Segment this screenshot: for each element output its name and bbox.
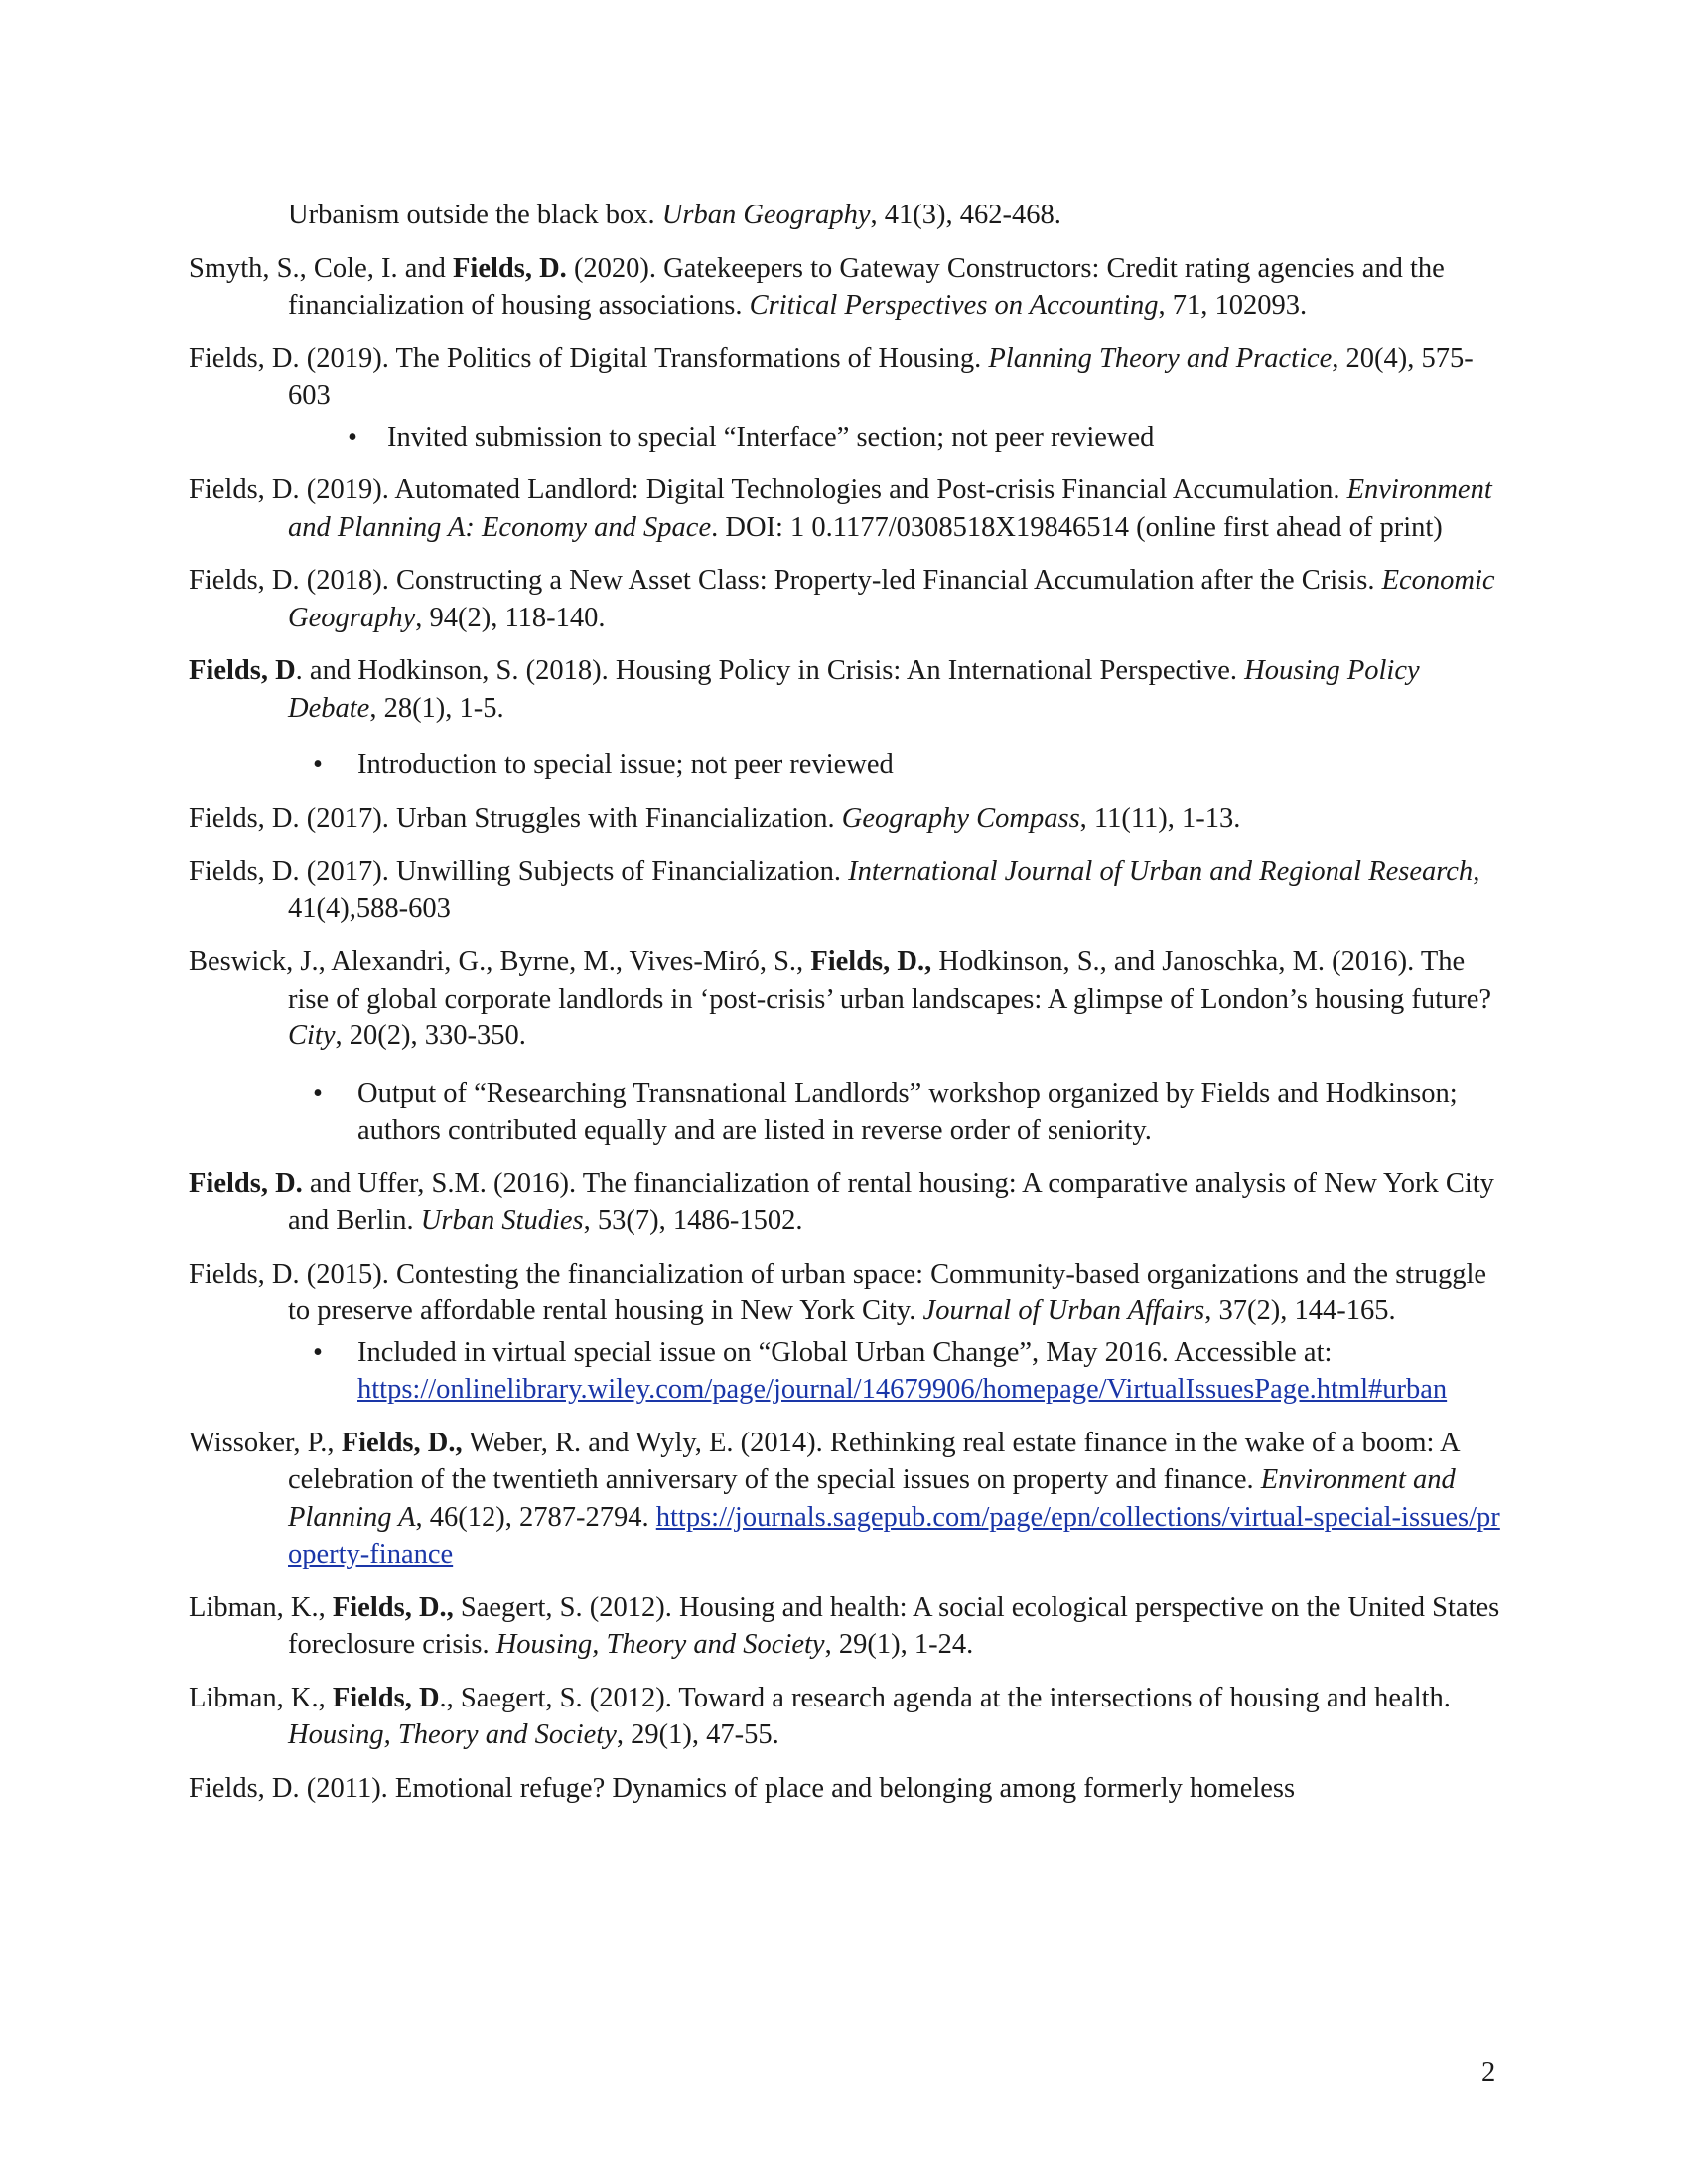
reference-entry <box>189 250 1509 325</box>
journal-title: Housing Policy Debate <box>288 655 1420 724</box>
reference-entry <box>189 1256 1509 1330</box>
highlighted-author: Fields, D <box>189 655 296 686</box>
reference-note: • Introduction to special issue; not peer reviewed <box>189 747 1509 784</box>
reference-entry <box>189 562 1509 636</box>
reference-text: Fields, D. (2018). Constructing a New Asset Class: Property-led Financial Accumulation after the Crisis. <box>189 565 1382 596</box>
reference-text: , 41(4),588-603 <box>288 856 1480 924</box>
highlighted-author: Fields, D. <box>453 252 567 284</box>
reference-list <box>189 197 1509 1823</box>
journal-title: Critical Perspectives on Accounting <box>749 290 1159 321</box>
reference-text: (2020). Gatekeepers to Gateway Constructors: Credit rating agencies and the financialization of housing associations. <box>288 252 1445 321</box>
highlighted-author: Fields, D., <box>332 1591 454 1623</box>
reference-text: , 28(1), 1-5. <box>369 692 504 724</box>
reference-entry <box>189 197 1509 234</box>
reference-note: • Invited submission to special “Interface” section; not peer reviewed <box>189 419 1509 457</box>
highlighted-author: Fields, D <box>332 1682 440 1713</box>
journal-title: International Journal of Urban and Regional Research <box>848 856 1474 887</box>
journal-title: City <box>288 1021 336 1051</box>
reference-text: and Uffer, S.M. (2016). The financialization of rental housing: A comparative analysis of New York City and Berlin. <box>288 1167 1494 1236</box>
reference-text: Fields, D. (2019). The Politics of Digital Transformations of Housing. <box>189 342 989 374</box>
reference-text: Fields, D. (2017). Unwilling Subjects of Financialization. <box>189 856 849 887</box>
reference-text: , 41(3), 462-468. <box>870 200 1061 230</box>
reference-entry <box>189 1589 1509 1664</box>
journal-title: Urban Studies <box>420 1205 584 1236</box>
reference-text: , 11(11), 1-13. <box>1079 802 1241 834</box>
reference-text: Beswick, J., Alexandri, G., Byrne, M., Vives-Miró, S., <box>189 946 811 977</box>
page-number: 2 <box>1481 2057 1496 2088</box>
reference-text: Wissoker, P., <box>189 1427 342 1458</box>
reference-note-text: Included in virtual special issue on “Global Urban Change”, May 2016. Accessible at: <box>357 1336 1333 1368</box>
journal-title: Geography Compass <box>841 802 1080 834</box>
reference-entry <box>189 1165 1509 1240</box>
reference-text: Weber, R. and Wyly, E. (2014). Rethinking real estate finance in the wake of a boom: A celebration of the twentieth anniversary of the special issues on property and finance. <box>288 1427 1460 1495</box>
reference-text: ., Saegert, S. (2012). Toward a research agenda at the intersections of housing and health. <box>439 1682 1451 1713</box>
reference-note: • Output of “Researching Transnational Landlords” workshop organized by Fields and Hodkinson; authors contributed equally and are listed in reverse order of seniority. <box>189 1075 1509 1150</box>
virtual-issue-link[interactable]: https://onlinelibrary.wiley.com/page/journal/14679906/homepage/VirtualIssuesPage.html#urban <box>357 1374 1448 1405</box>
journal-title: Planning Theory and Practice <box>988 342 1333 374</box>
highlighted-author: Fields, D., <box>341 1427 463 1458</box>
reference-text: Libman, K., <box>189 1682 333 1713</box>
reference-text: , 20(4), 575-603 <box>288 342 1474 411</box>
reference-note <box>189 1334 1509 1409</box>
reference-entry <box>189 341 1509 415</box>
reference-text: Hodkinson, S., and Janoschka, M. (2016). The rise of global corporate landlords in ‘post-crisis’ urban landscapes: A glimpse of London’s housing future? <box>288 946 1492 1015</box>
reference-text: Smyth, S., Cole, I. and <box>189 252 454 284</box>
reference-text: . DOI: 1 0.1177/0308518X19846514 (online first ahead of print) <box>711 511 1443 543</box>
reference-text: Fields, D. (2011). Emotional refuge? Dynamics of place and belonging among formerly homeless <box>189 1772 1296 1804</box>
reference-text: Libman, K., <box>189 1591 333 1623</box>
reference-note-list <box>189 747 1509 784</box>
reference-text: Saegert, S. (2012). Housing and health: A social ecological perspective on the United States foreclosure crisis. <box>288 1591 1500 1660</box>
reference-entry <box>189 652 1509 727</box>
reference-entry <box>189 472 1509 546</box>
reference-text: , 46(12), 2787-2794. <box>415 1501 649 1533</box>
journal-title: Housing, Theory and Society <box>495 1629 825 1660</box>
reference-entry <box>189 943 1509 1055</box>
journal-title: Environment and Planning A: Economy and Space <box>288 475 1492 543</box>
collection-link[interactable]: https://journals.sagepub.com/page/epn/collections/virtual-special-issues/property-finance <box>288 1501 1500 1570</box>
reference-entry <box>189 853 1509 927</box>
reference-text: , 94(2), 118-140. <box>415 602 606 633</box>
reference-entry <box>189 1770 1509 1808</box>
reference-text: , 53(7), 1486-1502. <box>583 1205 803 1236</box>
reference-text: Fields, D. (2015). Contesting the financialization of urban space: Community-based organizations and the struggle to preserve affordable rental housing in New York City. <box>189 1258 1487 1326</box>
journal-title: Housing, Theory and Society <box>288 1719 617 1750</box>
highlighted-author: Fields, D., <box>810 946 932 977</box>
reference-note-list <box>189 1334 1509 1409</box>
highlighted-author: Fields, D. <box>189 1167 303 1199</box>
reference-text: Fields, D. (2017). Urban Struggles with Financialization. <box>189 802 842 834</box>
reference-text: , 20(2), 330-350. <box>335 1021 526 1051</box>
journal-title: Economic Geography <box>288 565 1495 633</box>
reference-text: Fields, D. (2019). Automated Landlord: Digital Technologies and Post-crisis Financial Accumulation. <box>189 475 1347 505</box>
journal-title: Urban Geography <box>661 200 871 230</box>
reference-text: , 29(1), 1-24. <box>824 1629 974 1660</box>
reference-text: . and Hodkinson, S. (2018). Housing Policy in Crisis: An International Perspective. <box>295 655 1245 686</box>
reference-text: , 71, 102093. <box>1158 290 1308 321</box>
reference-text: Urbanism outside the black box. <box>288 200 662 230</box>
reference-note-list <box>189 419 1509 457</box>
reference-entry <box>189 1425 1509 1573</box>
reference-text: , 37(2), 144-165. <box>1204 1296 1396 1326</box>
reference-entry <box>189 1680 1509 1754</box>
journal-title: Environment and Planning A <box>288 1464 1456 1533</box>
reference-note-list <box>189 1075 1509 1150</box>
journal-title: Journal of Urban Affairs <box>922 1296 1205 1326</box>
reference-text: , 29(1), 47-55. <box>616 1719 779 1750</box>
reference-entry <box>189 800 1509 838</box>
